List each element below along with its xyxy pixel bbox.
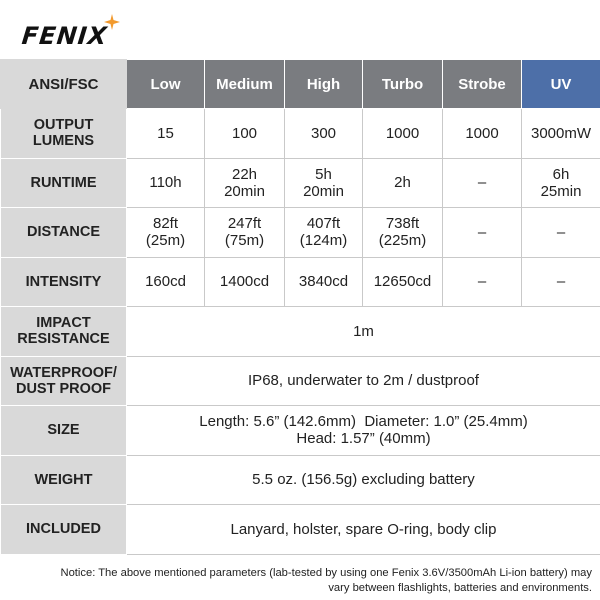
waterproof-row [1,356,600,406]
row-label-size: SIZE [1,406,127,456]
distance-low: 82ft (25m) [127,208,205,258]
intensity-high: 3840cd [285,257,363,307]
header-row [1,60,600,109]
runtime-strobe: – [443,158,522,208]
impact-row [1,307,600,357]
brand-name: FENIX [20,22,109,50]
intensity-uv: – [522,257,600,307]
notice-text [22,566,592,596]
output-row [1,109,600,159]
notice-line-2: vary between flashlights, batteries and environments. [328,582,592,594]
intensity-strobe: – [443,257,522,307]
mode-uv-header: UV [522,60,600,109]
mode-high-header: High [285,60,363,109]
distance-strobe: – [443,208,522,258]
runtime-turbo: 2h [363,158,443,208]
header-label: ANSI/FSC [1,60,127,109]
row-label-included: INCLUDED [1,505,127,555]
distance-medium: 247ft (75m) [205,208,285,258]
runtime-low: 110h [127,158,205,208]
row-label-intensity: INTENSITY [1,257,127,307]
output-medium: 100 [205,109,285,159]
output-high: 300 [285,109,363,159]
distance-row [1,208,600,258]
output-strobe: 1000 [443,109,522,159]
impact-value: 1m [127,307,600,357]
size-row [1,406,600,456]
output-turbo: 1000 [363,109,443,159]
runtime-high: 5h 20min [285,158,363,208]
intensity-row [1,257,600,307]
runtime-uv: 6h 25min [522,158,600,208]
row-label-distance: DISTANCE [1,208,127,258]
output-low: 15 [127,109,205,159]
mode-strobe-header: Strobe [443,60,522,109]
intensity-turbo: 12650cd [363,257,443,307]
row-label-waterproof: WATERPROOF/ DUST PROOF [1,356,127,406]
mode-turbo-header: Turbo [363,60,443,109]
distance-uv: – [522,208,600,258]
row-label-runtime: RUNTIME [1,158,127,208]
distance-high: 407ft (124m) [285,208,363,258]
intensity-low: 160cd [127,257,205,307]
row-label-weight: WEIGHT [1,455,127,505]
waterproof-value: IP68, underwater to 2m / dustproof [127,356,600,406]
runtime-row [1,158,600,208]
fenix-logo [22,14,132,50]
included-row [1,505,600,555]
spec-table [0,59,600,555]
size-value: Length: 5.6” (142.6mm) Diameter: 1.0” (25.4mm) Head: 1.57” (40mm) [127,406,600,456]
intensity-medium: 1400cd [205,257,285,307]
weight-value: 5.5 oz. (156.5g) excluding battery [127,455,600,505]
row-label-impact: IMPACT RESISTANCE [1,307,127,357]
runtime-medium: 22h 20min [205,158,285,208]
included-value: Lanyard, holster, spare O-ring, body clip [127,505,600,555]
notice-line-1: Notice: The above mentioned parameters (lab-tested by using one Fenix 3.6V/3500mAh Li-ion battery) may [60,567,592,579]
star-icon [104,14,120,30]
row-label-output: OUTPUT LUMENS [1,109,127,159]
mode-medium-header: Medium [205,60,285,109]
mode-low-header: Low [127,60,205,109]
output-uv: 3000mW [522,109,600,159]
weight-row [1,455,600,505]
distance-turbo: 738ft (225m) [363,208,443,258]
